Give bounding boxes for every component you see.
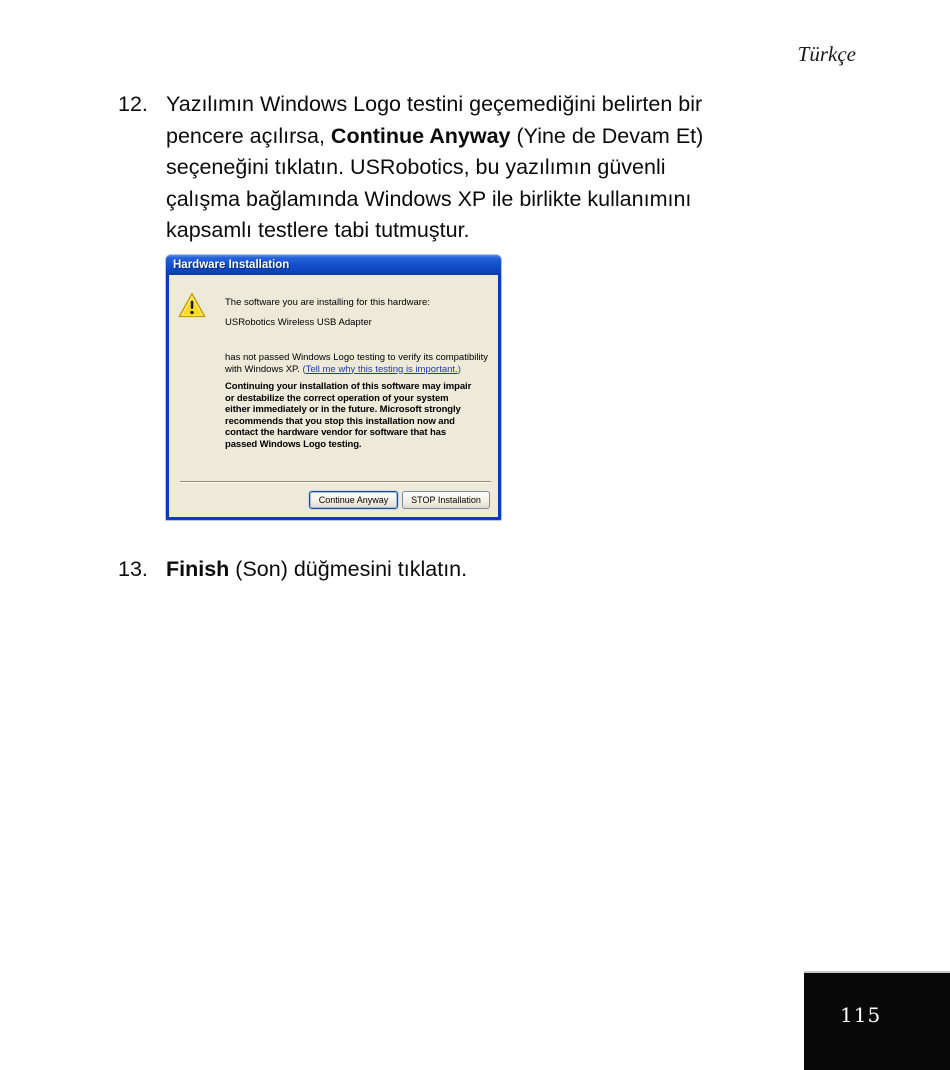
warning-icon <box>178 292 206 319</box>
warning-line: passed Windows Logo testing. <box>225 438 362 450</box>
dialog-body <box>169 275 498 517</box>
step-12-line-2: pencere açılırsa, Continue Anyway (Yine de Devam Et) <box>166 123 704 148</box>
step-12-text <box>166 89 703 247</box>
hardware-installation-dialog <box>166 255 501 520</box>
step-13-number: 13. <box>118 557 148 581</box>
continue-anyway-button[interactable]: Continue Anyway <box>309 491 398 509</box>
dialog-separator <box>180 481 491 483</box>
step-12-number: 12. <box>118 92 148 116</box>
dialog-notice-line-1: has not passed Windows Logo testing to verify its compatibility <box>225 352 488 363</box>
warning-line: contact the hardware vendor for software that has <box>225 427 447 438</box>
language-header: Türkçe <box>797 42 856 66</box>
warning-line: recommends that you stop this installation now and <box>225 415 455 427</box>
dialog-notice-line-2: with Windows XP. (Tell me why this testing is important.) <box>225 363 461 375</box>
page-number: 115 <box>840 1002 882 1027</box>
stop-installation-button[interactable]: STOP Installation <box>402 491 490 509</box>
warning-line: Continuing your installation of this software may impair <box>225 381 472 392</box>
step-13-line-1: Finish (Son) düğmesini tıklatın. <box>166 557 468 581</box>
dialog-notice-text <box>225 352 488 375</box>
warning-line: either immediately or in the future. Microsoft strongly <box>225 404 461 415</box>
dialog-warning-paragraph <box>225 381 471 450</box>
step-13 <box>118 554 467 586</box>
why-testing-important-link[interactable]: (Tell me why this testing is important.) <box>302 363 461 375</box>
dialog-title-bar <box>166 255 501 275</box>
warning-line: or destabilize the correct operation of your system <box>225 392 449 404</box>
step-12-line-5: kapsamlı testlere tabi tutmuştur. <box>166 218 470 242</box>
page-number-box <box>804 971 950 1070</box>
step-13-text <box>166 554 467 586</box>
step-12-line-3: seçeneğini tıklatın. USRobotics, bu yazılımın güvenli <box>166 155 666 179</box>
step-12 <box>118 89 703 247</box>
step-12-line-4: çalışma bağlamında Windows XP ile birlikte kullanımını <box>166 186 692 211</box>
step-12-line-1: Yazılımın Windows Logo testini geçemediğini belirten bir <box>166 92 703 116</box>
dialog-device-name: USRobotics Wireless USB Adapter <box>225 317 372 328</box>
dialog-intro-text: The software you are installing for this hardware: <box>225 297 430 308</box>
dialog-title: Hardware Installation <box>173 259 290 271</box>
